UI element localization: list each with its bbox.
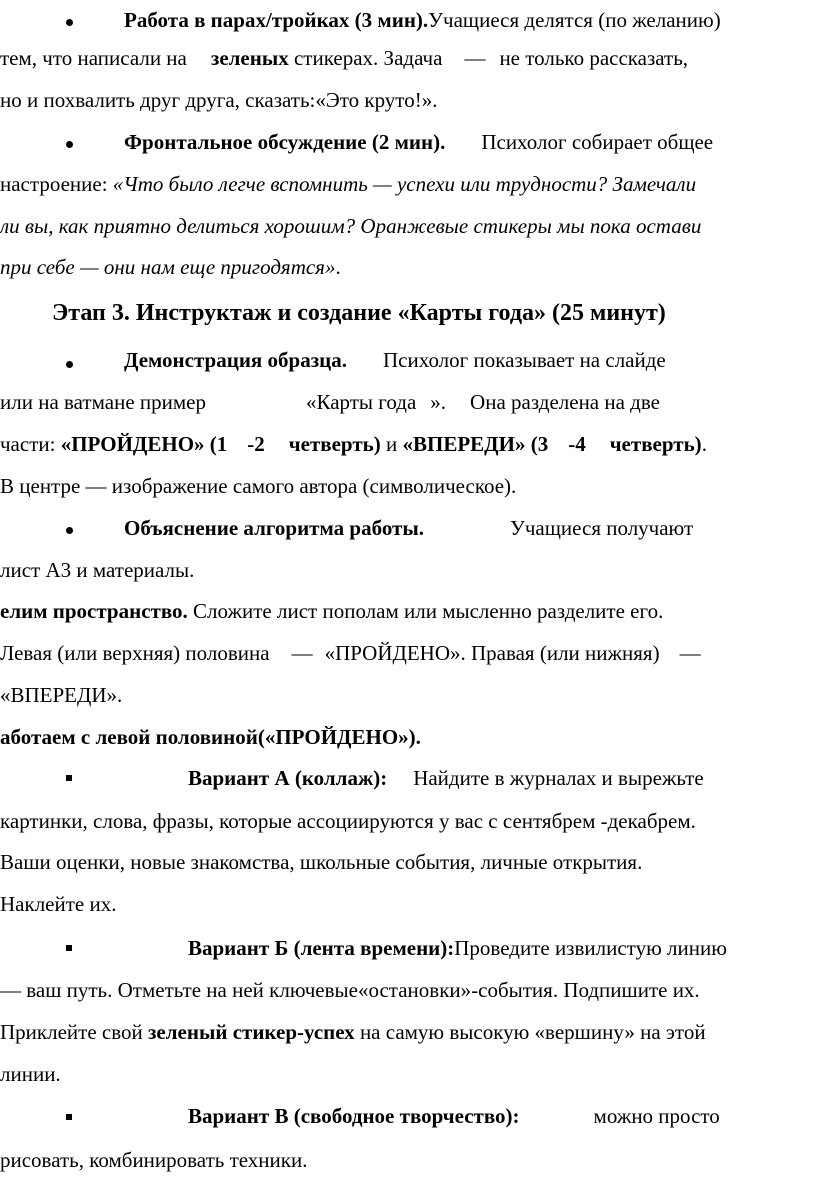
s1-text-6: «Это круто!». — [315, 88, 438, 112]
s1-line-1 — [124, 10, 721, 31]
s3-text-5: Она разделена на две — [470, 390, 660, 414]
s1-text-1: Учащиеся делятся (по желанию) — [428, 8, 721, 32]
s2-text-1: Психолог собирает общее — [481, 130, 714, 154]
vb-text-2: — ваш путь. Отметьте на ней ключевые — [0, 978, 358, 1002]
vb-text-5: на самую высокую «вершину» на этой — [359, 1020, 706, 1044]
square-bullet-icon — [66, 1114, 72, 1120]
vc-line-2 — [0, 1150, 307, 1171]
s3-line-3 — [0, 434, 707, 455]
divide-dash-2: — — [679, 641, 701, 665]
va-text-3: -декабрем. — [600, 809, 696, 833]
s3-text-1: Психолог показывает на слайде — [383, 348, 666, 372]
s4-line-1 — [124, 518, 693, 539]
s1-text-2: тем, что написали на — [0, 46, 187, 70]
vc-text-2: рисовать, комбинировать техники. — [0, 1148, 308, 1172]
stage-heading: Этап 3. Инструктаж и создание «Карты года» (25 минут) — [52, 300, 666, 326]
va-text-5: Наклейте их. — [0, 892, 117, 916]
s2-quote-3: при себе — они нам еще пригодятся» — [0, 255, 336, 279]
bullet-icon — [66, 19, 73, 26]
s1-dash: — — [464, 46, 486, 70]
s3-text-7: В центре — изображение самого автора (символическое). — [0, 474, 517, 498]
s1-title: Работа в парах/тройках (3 мин). — [124, 8, 429, 32]
vc-line-1 — [188, 1106, 720, 1127]
s3-text-3: «Карты года — [305, 390, 417, 414]
bullet-icon — [66, 361, 73, 368]
s3-text-2: или на ватмане пример — [0, 390, 206, 414]
va-line-2 — [0, 811, 696, 832]
s3-line-4 — [0, 476, 516, 497]
vb-text-4: Приклейте свой — [0, 1020, 143, 1044]
vb-line-1 — [188, 938, 727, 959]
vc-title: Вариант В (свободное творчество): — [188, 1104, 520, 1128]
divide-dash: — — [291, 641, 313, 665]
s1-text-5: но и похвалить друг друга, сказать: — [0, 88, 316, 112]
va-title: Вариант А (коллаж): — [188, 766, 388, 790]
s3-line-1 — [124, 350, 666, 371]
s3-future-2: -4 — [568, 432, 586, 456]
left-half-b1: аботаем с левой половиной — [0, 725, 258, 749]
s2-line-2 — [0, 174, 696, 195]
s2-text-2: настроение: — [0, 172, 108, 196]
va-line-1 — [188, 768, 704, 789]
s3-title: Демонстрация образца. — [124, 348, 348, 372]
s2-quote-2: ли вы, как приятно делиться хорошим? Оранжевые стикеры мы пока остави — [0, 214, 702, 238]
vb-text-1: Проведите извилистую линию — [454, 936, 727, 960]
s2-line-4 — [0, 257, 341, 278]
divide-text-5: «ВПЕРЕДИ». — [0, 683, 123, 707]
square-bullet-icon — [66, 775, 72, 781]
divide-bold: елим пространство. — [0, 599, 188, 623]
vb-text-6: линии. — [0, 1062, 61, 1086]
s3-text-6: части: — [0, 432, 56, 456]
s3-future-1: «ВПЕРЕДИ» (3 — [402, 432, 549, 456]
left-half-heading — [0, 727, 421, 748]
va-line-3 — [0, 852, 642, 873]
s4-title: Объяснение алгоритма работы. — [124, 516, 424, 540]
s3-passed-2: -2 — [247, 432, 265, 456]
va-line-4 — [0, 894, 116, 915]
s2-line-3 — [0, 216, 701, 237]
vb-green-sticker: зеленый стикер-успех — [147, 1020, 355, 1044]
va-text-4: Ваши оценки, новые знакомства, школьные события, личные открытия. — [0, 850, 643, 874]
divide-text-3: «ПРОЙДЕНО». — [324, 641, 466, 665]
s1-green: зеленых — [210, 46, 289, 70]
bullet-icon — [66, 141, 73, 148]
s3-passed-1: «ПРОЙДЕНО» (1 — [60, 432, 228, 456]
bullet-icon — [66, 527, 73, 534]
s3-future-4: . — [701, 432, 707, 456]
divide-text-1: Сложите лист пополам или мысленно разделите его. — [193, 599, 664, 623]
left-half-b2: («ПРОЙДЕНО»). — [257, 725, 421, 749]
va-text-2: картинки, слова, фразы, которые ассоциируются у вас с сентябрем — [0, 809, 596, 833]
s1-text-4: не только рассказать, — [499, 46, 689, 70]
square-bullet-icon — [66, 945, 72, 951]
vb-line-3 — [0, 1022, 706, 1043]
divide-line-3 — [0, 685, 122, 706]
s1-line-3 — [0, 90, 437, 111]
s3-line-2 — [0, 392, 660, 413]
vc-text-1: можно просто — [593, 1104, 720, 1128]
divide-text-2: Левая (или верхняя) половина — [0, 641, 270, 665]
vb-title: Вариант Б (лента времени): — [188, 936, 455, 960]
s3-passed-3: четверть) — [288, 432, 381, 456]
s1-text-3: стикерах. Задача — [293, 46, 443, 70]
va-text-1: Найдите в журналах и вырежьте — [413, 766, 704, 790]
s1-line-2 — [0, 48, 688, 69]
vb-line-4 — [0, 1064, 61, 1085]
s4-text-2: лист А3 и материалы. — [0, 558, 195, 582]
s2-title: Фронтальное обсуждение (2 мин). — [124, 130, 446, 154]
vb-line-2 — [0, 980, 700, 1001]
s3-future-3: четверть) — [609, 432, 702, 456]
s4-text-1: Учащиеся получают — [510, 516, 694, 540]
s2-quote-1: «Что было легче вспомнить — успехи или трудности? Замечали — [112, 172, 697, 196]
divide-line-1 — [0, 601, 663, 622]
divide-text-4: Правая (или нижняя) — [470, 641, 660, 665]
s3-text-4: ». — [430, 390, 447, 414]
s2-quote-end: . — [335, 255, 341, 279]
s4-line-2 — [0, 560, 194, 581]
vb-text-3: «остановки»-события. Подпишите их. — [357, 978, 700, 1002]
s3-and: и — [386, 432, 398, 456]
s2-line-1 — [124, 132, 713, 153]
divide-line-2 — [0, 643, 701, 664]
